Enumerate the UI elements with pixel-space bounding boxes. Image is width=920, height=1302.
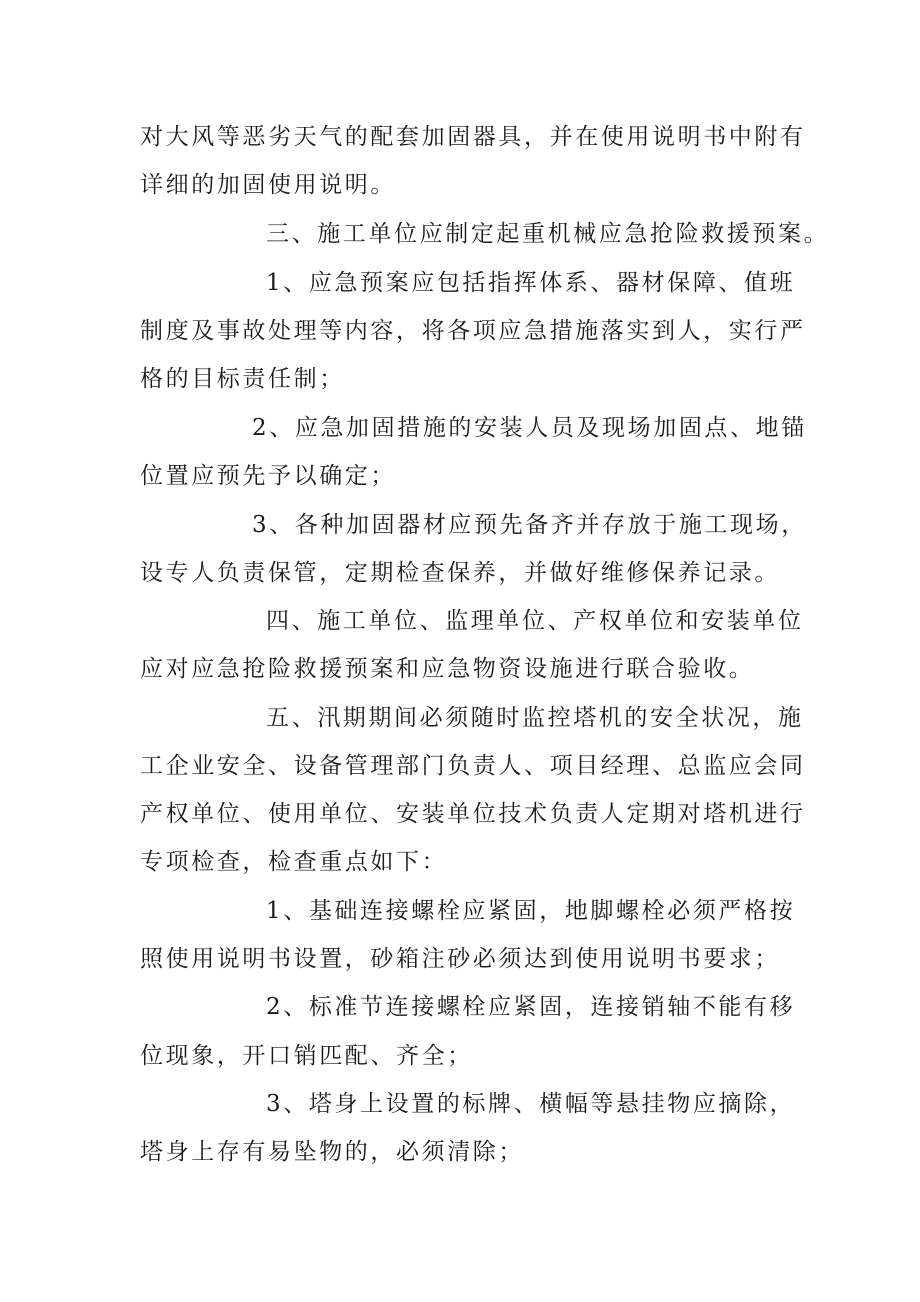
paragraph-line: 专项检查，检查重点如下： — [140, 849, 448, 875]
list-item-2-line: 2、应急加固措施的安装人员及现场加固点、地锚 — [252, 415, 807, 441]
paragraph-line: 设专人负责保管，定期检查保养，并做好维修保养记录。 — [140, 560, 780, 586]
paragraph-line: 制度及事故处理等内容，将各项应急措施落实到人，实行严 — [140, 318, 806, 344]
paragraph-line: 位现象，开口销匹配、齐全； — [140, 1043, 473, 1069]
paragraph-line: 工企业安全、设备管理部门负责人、项目经理、总监应会同 — [140, 753, 806, 779]
paragraph-line: 产权单位、使用单位、安装单位技术负责人定期对塔机进行 — [140, 801, 806, 827]
paragraph-line: 详细的加固使用说明。 — [140, 172, 396, 198]
paragraph-line: 对大风等恶劣天气的配套加固器具，并在使用说明书中附有 — [140, 124, 806, 150]
paragraph-line: 格的目标责任制； — [140, 366, 345, 392]
list-item-1-line: 1、应急预案应包括指挥体系、器材保障、值班 — [266, 270, 796, 296]
section-heading-5: 五、汛期期间必须随时监控塔机的安全状况，施 — [266, 705, 804, 731]
paragraph-line: 塔身上存有易坠物的，必须清除； — [140, 1139, 524, 1165]
list-item-3-line: 3、各种加固器材应预先备齐并存放于施工现场， — [252, 512, 807, 538]
paragraph-line: 应对应急抢险救援预案和应急物资设施进行联合验收。 — [140, 656, 755, 682]
section-heading-3: 三、施工单位应制定起重机械应急抢险救援预案。 — [266, 221, 830, 247]
list-item-1-line: 1、基础连接螺栓应紧固，地脚螺栓必须严格按 — [266, 898, 796, 924]
list-item-3-line: 3、塔身上设置的标牌、横幅等悬挂物应摘除， — [266, 1091, 796, 1117]
section-heading-4: 四、施工单位、监理单位、产权单位和安装单位 — [266, 608, 804, 634]
list-item-2-line: 2、标准节连接螺栓应紧固，连接销轴不能有移 — [266, 994, 796, 1020]
paragraph-line: 照使用说明书设置，砂箱注砂必须达到使用说明书要求； — [140, 946, 780, 972]
paragraph-line: 位置应预先予以确定； — [140, 463, 396, 489]
